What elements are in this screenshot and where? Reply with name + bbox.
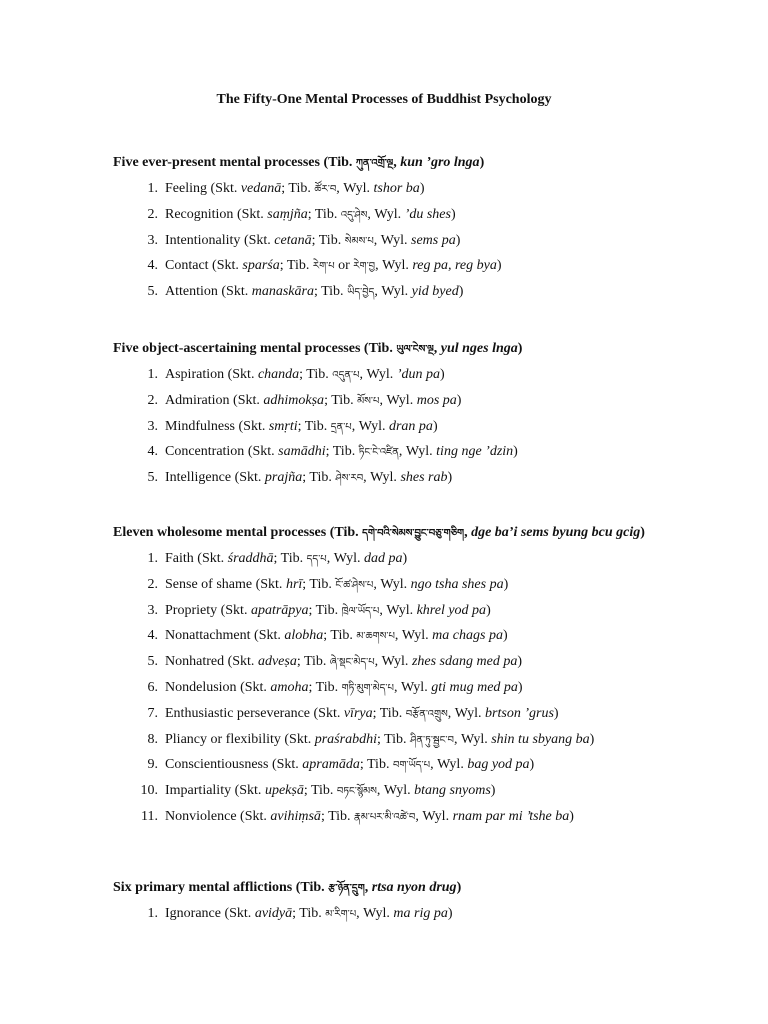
tibetan-term: ངོ་ཚ་ཤེས་པ xyxy=(335,579,374,591)
item-name: Enthusiastic perseverance xyxy=(165,705,310,721)
tibetan-term: མ་ཆགས་པ xyxy=(356,631,395,643)
item-number: 3. xyxy=(147,418,158,434)
wylie-term: btang snyoms xyxy=(414,783,491,799)
heading-close: ) xyxy=(479,155,485,170)
wylie-term: ’du shes xyxy=(404,206,451,222)
item-number: 10. xyxy=(140,783,158,799)
wylie-term: gti mug med pa xyxy=(431,679,518,695)
item-name: Feeling xyxy=(165,181,207,196)
wylie-term: zhes sdang med pa xyxy=(411,654,518,670)
wylie-term: bag yod pa xyxy=(467,757,530,773)
tibetan-term: བརྩོན་འགྲུས xyxy=(405,708,448,720)
tibetan-term: ཚོར་བ xyxy=(314,184,337,195)
item-name: Intentionality xyxy=(165,232,241,248)
item-name: Intelligence xyxy=(165,470,232,486)
sanskrit-term: samādhi xyxy=(278,444,326,460)
wylie-term: rnam par mi ’tshe ba xyxy=(452,808,570,824)
sanskrit-term: smṛti xyxy=(268,418,298,434)
item-name: Contact xyxy=(165,258,209,274)
item-name: Propriety xyxy=(165,602,218,618)
item-text: Recognition (Skt. saṃjña; Tib. འདུ་ཤེས, Wyl. ’du shes) xyxy=(165,206,456,222)
section-4 xyxy=(113,877,653,928)
tibetan-term: ཡིད་བྱེད xyxy=(347,287,375,299)
list-item xyxy=(113,363,653,389)
sanskrit-term: apatrāpya xyxy=(250,602,309,618)
list-item xyxy=(113,280,653,306)
sanskrit-term: manaskāra xyxy=(251,284,314,300)
sanskrit-term: avihiṃsā xyxy=(270,808,321,824)
list-item xyxy=(113,177,653,203)
item-name: Sense of shame xyxy=(165,576,253,592)
item-text: Mindfulness (Skt. smṛti; Tib. དྲན་པ, Wyl. dran pa) xyxy=(165,418,438,434)
heading-text: Five object-ascertaining mental processes (Tib. xyxy=(113,341,397,356)
sanskrit-term: hrī xyxy=(285,576,303,592)
item-text: Pliancy or flexibility (Skt. praśrabdhi; Tib. ཤིན་ཏུ་སྦྱང་བ, Wyl. shin tu sbyang ba) xyxy=(165,731,595,747)
item-number: 1. xyxy=(147,551,158,566)
item-number: 1. xyxy=(147,367,158,382)
item-text: Impartiality (Skt. upekṣā; Tib. བཏང་སྙོམས, Wyl. btang snyoms) xyxy=(165,783,496,799)
sanskrit-term: praśrabdhi xyxy=(314,731,377,747)
tibetan-term: སེམས་པ xyxy=(344,235,374,247)
item-text: Intelligence (Skt. prajña; Tib. ཤེས་རབ, Wyl. shes rab) xyxy=(165,470,453,486)
item-number: 1. xyxy=(147,906,158,921)
item-number: 9. xyxy=(147,757,158,773)
item-text: Nondelusion (Skt. amoha; Tib. གཏི་མུག་མེད་པ, Wyl. gti mug med pa) xyxy=(165,679,523,695)
list-item xyxy=(113,902,653,928)
item-name: Nonhatred xyxy=(165,654,225,670)
tibetan-term: ཤེས་རབ xyxy=(335,473,364,485)
item-text: Conscientiousness (Skt. apramāda; Tib. བག་ཡོད་པ, Wyl. bag yod pa) xyxy=(165,757,535,773)
list-item xyxy=(113,440,653,466)
item-name: Nonattachment xyxy=(165,628,251,644)
item-text: Nonattachment (Skt. alobha; Tib. མ་ཆགས་པ, Wyl. ma chags pa) xyxy=(165,628,508,644)
item-text: Propriety (Skt. apatrāpya; Tib. ཁྲེལ་ཡོད་པ, Wyl. khrel yod pa) xyxy=(165,602,491,618)
tibetan-term: བག་ཡོད་པ xyxy=(392,760,431,772)
wylie-term: ma chags pa xyxy=(432,628,503,644)
item-text: Concentration (Skt. samādhi; Tib. ཏིང་ངེ་འཛིན, Wyl. ting nge ’dzin) xyxy=(165,444,518,460)
heading-wylie: kun ’gro lnga xyxy=(400,155,480,170)
item-number: 4. xyxy=(147,258,158,274)
list-item xyxy=(113,254,653,280)
sanskrit-term: prajña xyxy=(264,470,303,486)
section-heading xyxy=(113,877,653,900)
section-3 xyxy=(113,522,653,831)
list-item xyxy=(113,728,653,754)
wylie-term: sems pa xyxy=(411,232,456,248)
item-name: Mindfulness xyxy=(165,418,235,434)
item-text: Intentionality (Skt. cetanā; Tib. སེམས་པ, Wyl. sems pa) xyxy=(165,232,461,248)
item-number: 11. xyxy=(141,808,158,824)
tibetan-term: དད་པ xyxy=(306,554,327,565)
wylie-term: yid byed xyxy=(411,284,459,300)
item-text: Attention (Skt. manaskāra; Tib. ཡིད་བྱེད, Wyl. yid byed) xyxy=(165,284,464,300)
tibetan-term: ཁྲེལ་ཡོད་པ xyxy=(341,605,380,617)
sanskrit-term: śraddhā xyxy=(227,551,274,566)
sanskrit-term: chanda xyxy=(257,367,300,382)
tibetan-term: མ་རིག་པ xyxy=(325,909,357,920)
tibetan-term: འདུན་པ xyxy=(332,370,360,381)
process-list xyxy=(113,902,653,928)
tibetan-term: བཏང་སྙོམས xyxy=(336,786,377,798)
heading-close: ) xyxy=(456,880,462,895)
item-text: Nonviolence (Skt. avihiṃsā; Tib. རྣམ་པར་མི་འཚེ་བ, Wyl. rnam par mi ’tshe ba) xyxy=(165,808,574,824)
heading-separator: , xyxy=(433,341,441,356)
item-name: Attention xyxy=(165,284,218,300)
item-name: Conscientiousness xyxy=(165,757,269,773)
item-number: 2. xyxy=(147,392,158,408)
wylie-term: mos pa xyxy=(416,392,457,408)
heading-tibetan: དགེ་བའི་སེམས་བྱུང་བཅུ་གཅིག xyxy=(362,528,465,539)
list-item xyxy=(113,599,653,625)
tibetan-term: དྲན་པ xyxy=(330,421,352,433)
item-name: Concentration xyxy=(165,444,245,460)
sanskrit-term: vedanā xyxy=(240,181,282,196)
item-number: 1. xyxy=(147,181,158,196)
wylie-term: shin tu sbyang ba xyxy=(491,731,590,747)
sanskrit-term: upekṣā xyxy=(264,783,304,799)
list-item xyxy=(113,573,653,599)
sanskrit-term: sparśa xyxy=(242,258,280,274)
heading-text: Eleven wholesome mental processes (Tib. xyxy=(113,525,363,540)
heading-separator: , xyxy=(364,880,372,895)
item-name: Nondelusion xyxy=(165,679,237,695)
item-text: Feeling (Skt. vedanā; Tib. ཚོར་བ, Wyl. tshor ba) xyxy=(165,181,425,196)
wylie-term: reg pa, reg bya xyxy=(412,258,497,274)
wylie-term: khrel yod pa xyxy=(416,602,487,618)
section-1 xyxy=(113,152,653,306)
item-number: 2. xyxy=(147,576,158,592)
item-number: 5. xyxy=(147,284,158,300)
tibetan-term: ཏིང་ངེ་འཛིན xyxy=(358,447,399,459)
list-item xyxy=(113,547,653,573)
item-text: Contact (Skt. sparśa; Tib. རེག་པ or རེག་བྱ, Wyl. reg pa, reg bya) xyxy=(165,258,502,274)
list-item xyxy=(113,650,653,676)
list-item xyxy=(113,466,653,492)
list-item xyxy=(113,415,653,441)
heading-close: ) xyxy=(517,341,523,356)
item-text: Nonhatred (Skt. adveṣa; Tib. ཞེ་སྡང་མེད་པ, Wyl. zhes sdang med pa) xyxy=(165,654,522,670)
wylie-term: ma rig pa xyxy=(393,906,448,921)
heading-wylie: rtsa nyon drug xyxy=(371,880,457,895)
item-name: Admiration xyxy=(165,392,230,408)
item-text: Aspiration (Skt. chanda; Tib. འདུན་པ, Wyl. ’dun pa) xyxy=(165,367,445,382)
sanskrit-term: amoha xyxy=(270,679,309,695)
tibetan-term: མོས་པ xyxy=(357,395,380,407)
sanskrit-term: apramāda xyxy=(302,757,360,773)
heading-separator: , xyxy=(464,525,472,540)
tibetan-term: ཞེ་སྡང་མེད་པ xyxy=(329,657,375,669)
document-title: The Fifty-One Mental Processes of Buddhist Psychology xyxy=(216,92,552,107)
item-text: Ignorance (Skt. avidyā; Tib. མ་རིག་པ, Wyl. ma rig pa) xyxy=(165,906,453,921)
wylie-term: ’dun pa xyxy=(396,367,440,382)
heading-tibetan: ཀུན་འགྲོ་ལྔ xyxy=(355,158,394,169)
item-number: 3. xyxy=(147,232,158,248)
item-number: 2. xyxy=(147,206,158,222)
item-name: Aspiration xyxy=(165,367,225,382)
tibetan-term: རྣམ་པར་མི་འཚེ་བ xyxy=(354,811,416,823)
tibetan-term: གཏི་མུག་མེད་པ xyxy=(341,682,394,694)
wylie-term: ngo tsha shes pa xyxy=(410,576,504,592)
item-name: Nonviolence xyxy=(165,808,237,824)
heading-wylie: yul nges lnga xyxy=(440,341,518,356)
list-item xyxy=(113,779,653,805)
process-list xyxy=(113,363,653,492)
sanskrit-term: alobha xyxy=(284,628,324,644)
list-item xyxy=(113,753,653,779)
list-item xyxy=(113,702,653,728)
item-number: 3. xyxy=(147,602,158,618)
section-2 xyxy=(113,338,653,492)
list-item xyxy=(113,203,653,229)
sanskrit-term: vīrya xyxy=(343,705,373,721)
item-name: Pliancy or flexibility xyxy=(165,731,281,747)
list-item xyxy=(113,389,653,415)
sanskrit-term: adveṣa xyxy=(257,654,297,670)
wylie-term: brtson ’grus xyxy=(485,705,554,721)
section-heading xyxy=(113,152,653,175)
item-text: Faith (Skt. śraddhā; Tib. དད་པ, Wyl. dad pa) xyxy=(165,551,408,566)
heading-tibetan: རྩ་ཉོན་དྲུག xyxy=(328,883,365,894)
item-name: Impartiality xyxy=(165,783,232,799)
item-name: Recognition xyxy=(165,206,234,222)
list-item xyxy=(113,676,653,702)
heading-separator: , xyxy=(393,155,401,170)
wylie-term: tshor ba xyxy=(373,181,420,196)
item-name: Ignorance xyxy=(165,906,221,921)
item-number: 5. xyxy=(147,470,158,486)
process-list xyxy=(113,177,653,306)
list-item xyxy=(113,805,653,831)
sanskrit-term: cetanā xyxy=(274,232,312,248)
item-name: Faith xyxy=(165,551,194,566)
sanskrit-term: adhimokṣa xyxy=(263,392,325,408)
tibetan-term: རེག་པ xyxy=(312,261,335,273)
section-heading xyxy=(113,522,653,545)
wylie-term: shes rab xyxy=(400,470,448,486)
wylie-term: dad pa xyxy=(363,551,403,566)
list-item xyxy=(113,624,653,650)
sanskrit-term: saṃjña xyxy=(267,206,308,222)
item-number: 8. xyxy=(147,731,158,747)
tibetan-term-alt: རེག་བྱ xyxy=(353,261,376,273)
item-number: 4. xyxy=(147,628,158,644)
heading-wylie: dge ba’i sems byung bcu gcig xyxy=(471,525,641,540)
heading-text: Six primary mental afflictions (Tib. xyxy=(113,880,329,895)
sanskrit-term: avidyā xyxy=(254,906,293,921)
wylie-term: ting nge ’dzin xyxy=(436,444,514,460)
item-number: 4. xyxy=(147,444,158,460)
item-number: 5. xyxy=(147,654,158,670)
section-heading xyxy=(113,338,653,361)
item-number: 6. xyxy=(147,679,158,695)
tibetan-term: ཤིན་ཏུ་སྦྱང་བ xyxy=(410,734,454,746)
item-number: 7. xyxy=(147,705,158,721)
tibetan-term: འདུ་ཤེས xyxy=(340,209,368,221)
item-text: Enthusiastic perseverance (Skt. vīrya; Tib. བརྩོན་འགྲུས, Wyl. brtson ’grus) xyxy=(165,705,559,721)
process-list xyxy=(113,547,653,831)
wylie-term: dran pa xyxy=(388,418,433,434)
list-item xyxy=(113,229,653,255)
item-text: Admiration (Skt. adhimokṣa; Tib. མོས་པ, Wyl. mos pa) xyxy=(165,392,462,408)
heading-text: Five ever-present mental processes (Tib. xyxy=(113,155,356,170)
item-text: Sense of shame (Skt. hrī; Tib. ངོ་ཚ་ཤེས་པ, Wyl. ngo tsha shes pa) xyxy=(165,576,509,592)
heading-tibetan: ཡུལ་ངེས་ལྔ xyxy=(396,344,434,355)
heading-close: ) xyxy=(640,525,645,540)
